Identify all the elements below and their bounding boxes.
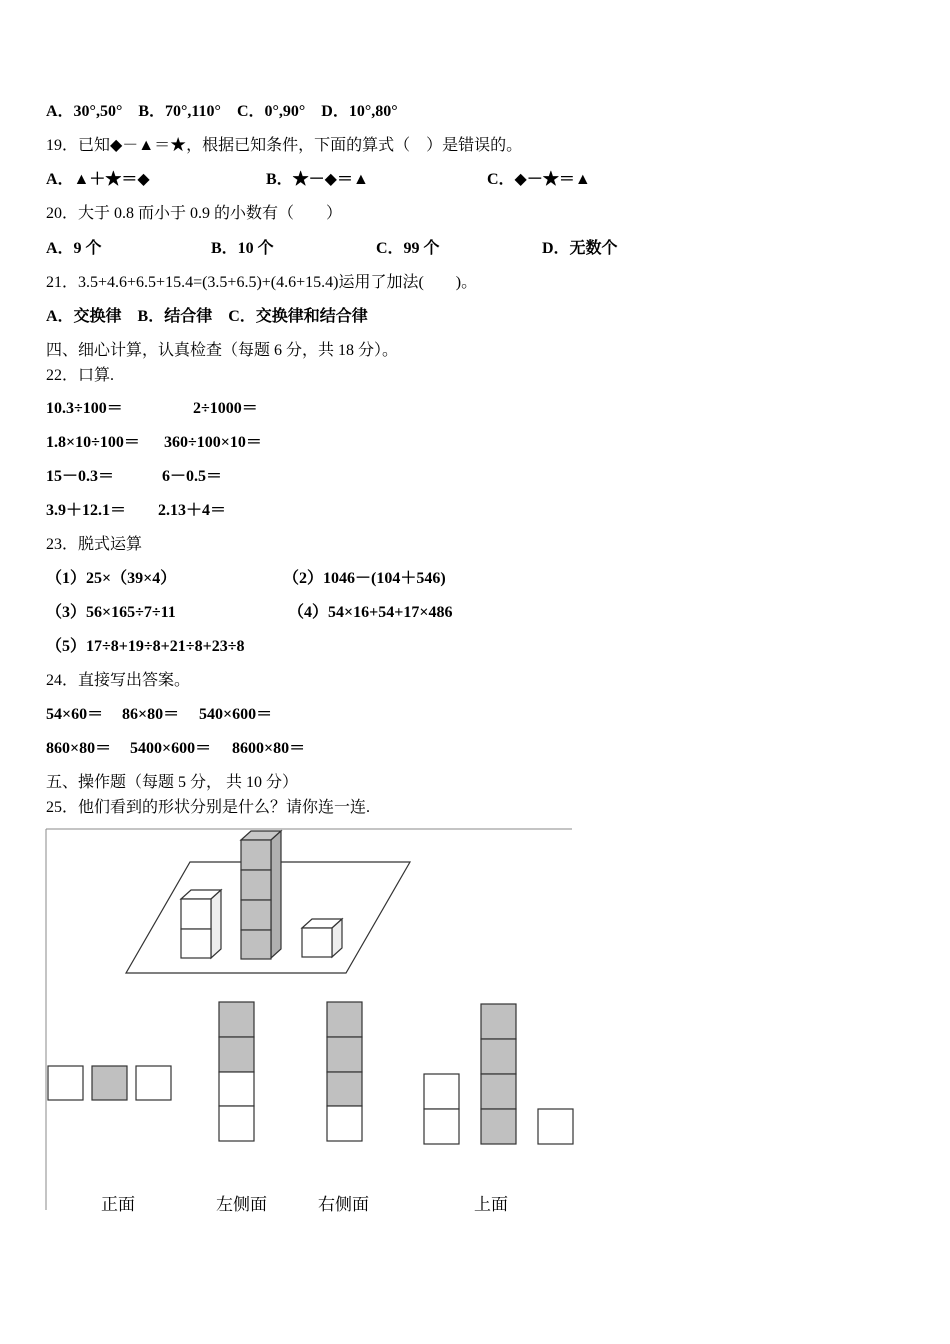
q23-item: （1）25×（39×4） (46, 570, 177, 587)
q19-option-c: C．◆－★＝▲ (487, 171, 591, 188)
view-option-1 (48, 1066, 171, 1100)
q20-option-a: A．9 个 (46, 240, 102, 257)
q24-item: 540×600＝ (199, 706, 273, 723)
q22-item: 10.3÷100＝ (46, 400, 123, 417)
q23-item: （3）56×165÷7÷11 (46, 604, 176, 621)
q24-item: 5400×600＝ (130, 740, 212, 757)
q22-stem: 22．口算. (46, 367, 115, 384)
view-label-top: 上面 (474, 1195, 508, 1215)
q20-stem: 20．大于 0.8 而小于 0.9 的小数有（ ） (46, 205, 343, 222)
q18-options: A．30°,50° B．70°,110° C．0°,90° D．10°,80° (46, 103, 398, 120)
view-label-right: 右侧面 (318, 1195, 369, 1215)
q24-item: 86×80＝ (122, 706, 180, 723)
q23-item: （2）1046－(104＋546) (283, 570, 446, 587)
section5-title: 五、操作题（每题 5 分， 共 10 分） (46, 774, 299, 791)
section4-title: 四、细心计算，认真检查（每题 6 分，共 18 分）。 (46, 342, 399, 359)
view-option-3 (327, 1002, 362, 1141)
q19-option-b: B．★－◆＝▲ (266, 171, 369, 188)
q23-item: （5）17÷8+19÷8+21÷8+23÷8 (46, 638, 245, 655)
view-option-4 (424, 1004, 573, 1144)
q21-stem: 21．3.5+4.6+6.5+15.4=(3.5+6.5)+(4.6+15.4)运用了加法( )。 (46, 274, 478, 291)
q23-stem: 23．脱式运算 (46, 536, 143, 553)
view-option-2 (219, 1002, 254, 1141)
view-label-front: 正面 (101, 1195, 135, 1215)
q22-item: 2.13＋4＝ (158, 502, 227, 519)
q22-item: 2÷1000＝ (193, 400, 258, 417)
view-label-left: 左侧面 (216, 1195, 267, 1215)
q20-option-c: C．99 个 (376, 240, 440, 257)
q19-option-a: A．▲＋★＝◆ (46, 171, 150, 188)
q22-item: 6－0.5＝ (162, 468, 223, 485)
q24-item: 860×80＝ (46, 740, 112, 757)
cube-stack-right (302, 919, 342, 957)
q24-stem: 24．直接写出答案。 (46, 672, 191, 689)
q19-stem: 19．已知◆－▲＝★，根据已知条件，下面的算式（ ）是错误的。 (46, 137, 523, 154)
q22-item: 3.9＋12.1＝ (46, 502, 127, 519)
q23-item: （4）54×16+54+17×486 (288, 604, 453, 621)
q24-item: 8600×80＝ (232, 740, 306, 757)
q24-item: 54×60＝ (46, 706, 104, 723)
q22-item: 15－0.3＝ (46, 468, 115, 485)
cube-stack-middle (241, 831, 281, 959)
q20-option-d: D．无数个 (542, 240, 618, 257)
q22-item: 360÷100×10＝ (164, 434, 262, 451)
q25-stem: 25．他们看到的形状分别是什么？请你连一连. (46, 799, 371, 816)
q22-item: 1.8×10÷100＝ (46, 434, 140, 451)
q20-option-b: B．10 个 (211, 240, 274, 257)
cube-stack-left (181, 890, 221, 958)
q21-options: A．交换律 B．结合律 C．交换律和结合律 (46, 308, 368, 325)
